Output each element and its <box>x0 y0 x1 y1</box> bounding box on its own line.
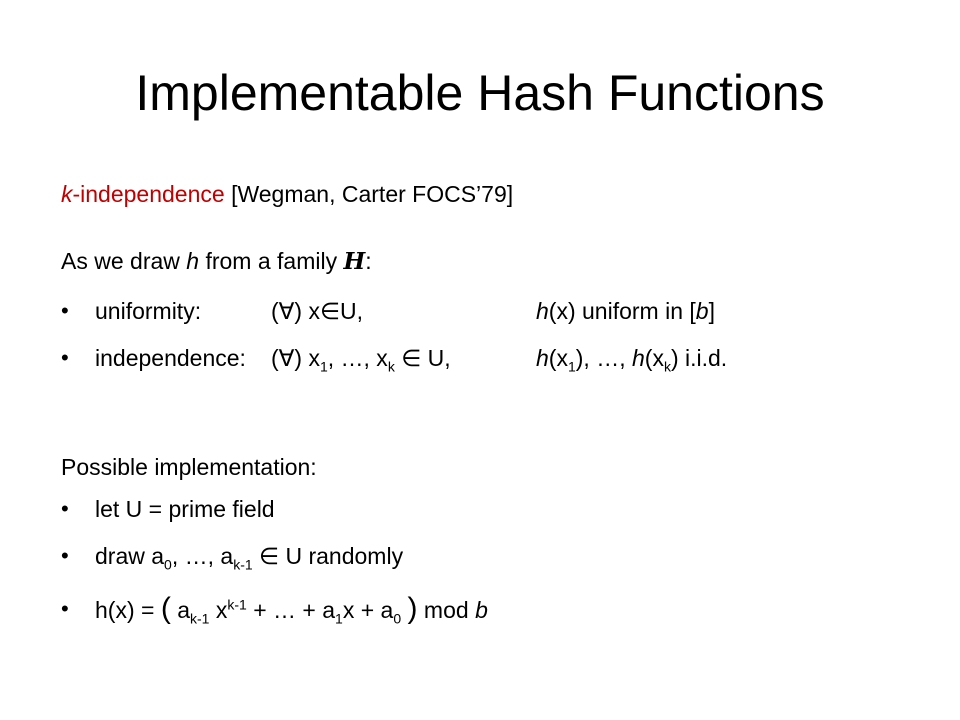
intro-line <box>61 246 372 277</box>
bullet: • <box>61 596 69 621</box>
sup-k-1: k-1 <box>227 596 247 613</box>
sub-1: 1 <box>335 610 343 627</box>
impl-item-hash-formula <box>95 594 488 625</box>
h-variable: h <box>186 248 200 274</box>
impl-item-prime-field: let U = prime field <box>95 496 275 522</box>
sub-k: k <box>387 358 395 375</box>
independence-term: -independence <box>72 181 225 207</box>
sub-k-1: k-1 <box>190 610 210 627</box>
h-variable: h <box>536 345 549 371</box>
independence-item <box>95 343 935 373</box>
paren-close: ) <box>407 592 418 625</box>
sub-0: 0 <box>393 610 402 627</box>
implementation-heading: Possible implementation: <box>61 454 317 480</box>
sub-k-1: k-1 <box>233 556 253 573</box>
formula-x-a: x + a <box>342 597 394 623</box>
uniformity-label: uniformity: <box>95 298 202 324</box>
quant-a: (∀) x <box>271 345 320 371</box>
formula-h: h(x) = <box>95 597 161 623</box>
bullet: • <box>61 496 69 521</box>
sub-k: k <box>663 358 671 375</box>
formula-x: x <box>209 597 228 623</box>
draw-b: , …, a <box>171 543 234 569</box>
formula-a: a <box>170 597 191 623</box>
r1: (x <box>548 345 568 371</box>
formula-sum: + … + a <box>246 597 336 623</box>
quant-c: ∈ U, <box>394 345 451 371</box>
independence-result <box>536 343 727 373</box>
b-variable: b <box>695 298 709 324</box>
bullet: • <box>61 543 69 568</box>
r3: (x <box>644 345 664 371</box>
sub-1: 1 <box>319 358 328 375</box>
r4: ) i.i.d. <box>670 345 728 371</box>
uniformity-result-text: (x) uniform in [ <box>548 298 696 324</box>
slide-title: Implementable Hash Functions <box>135 65 825 121</box>
intro-end: : <box>365 248 372 274</box>
independence-quantifier <box>271 343 451 373</box>
quant-b: , …, x <box>327 345 388 371</box>
k-independence-line <box>61 179 513 209</box>
r2: ), …, <box>575 345 632 371</box>
formula-mod: mod <box>417 597 476 623</box>
h-variable: h <box>536 298 549 324</box>
k-variable: k <box>61 181 73 207</box>
independence-label: independence: <box>95 345 246 371</box>
bullet: • <box>61 345 69 370</box>
intro-mid: from a family <box>199 248 344 274</box>
family-symbol: H <box>343 248 366 275</box>
uniformity-quantifier: (∀) x∈U, <box>271 298 363 324</box>
h-variable: h <box>632 345 645 371</box>
b-variable: b <box>475 597 488 623</box>
impl-item-draw <box>95 541 403 571</box>
sub-1: 1 <box>567 358 576 375</box>
bracket-close: ] <box>708 298 715 324</box>
uniformity-result <box>536 296 715 326</box>
intro-text: As we draw <box>61 248 187 274</box>
reference: [Wegman, Carter FOCS’79] <box>224 181 514 207</box>
draw-c: ∈ U randomly <box>252 543 404 569</box>
paren-open: ( <box>160 592 171 625</box>
sub-0: 0 <box>164 556 172 573</box>
uniformity-item <box>95 296 935 326</box>
draw-a: draw a <box>95 543 165 569</box>
bullet: • <box>61 298 69 323</box>
